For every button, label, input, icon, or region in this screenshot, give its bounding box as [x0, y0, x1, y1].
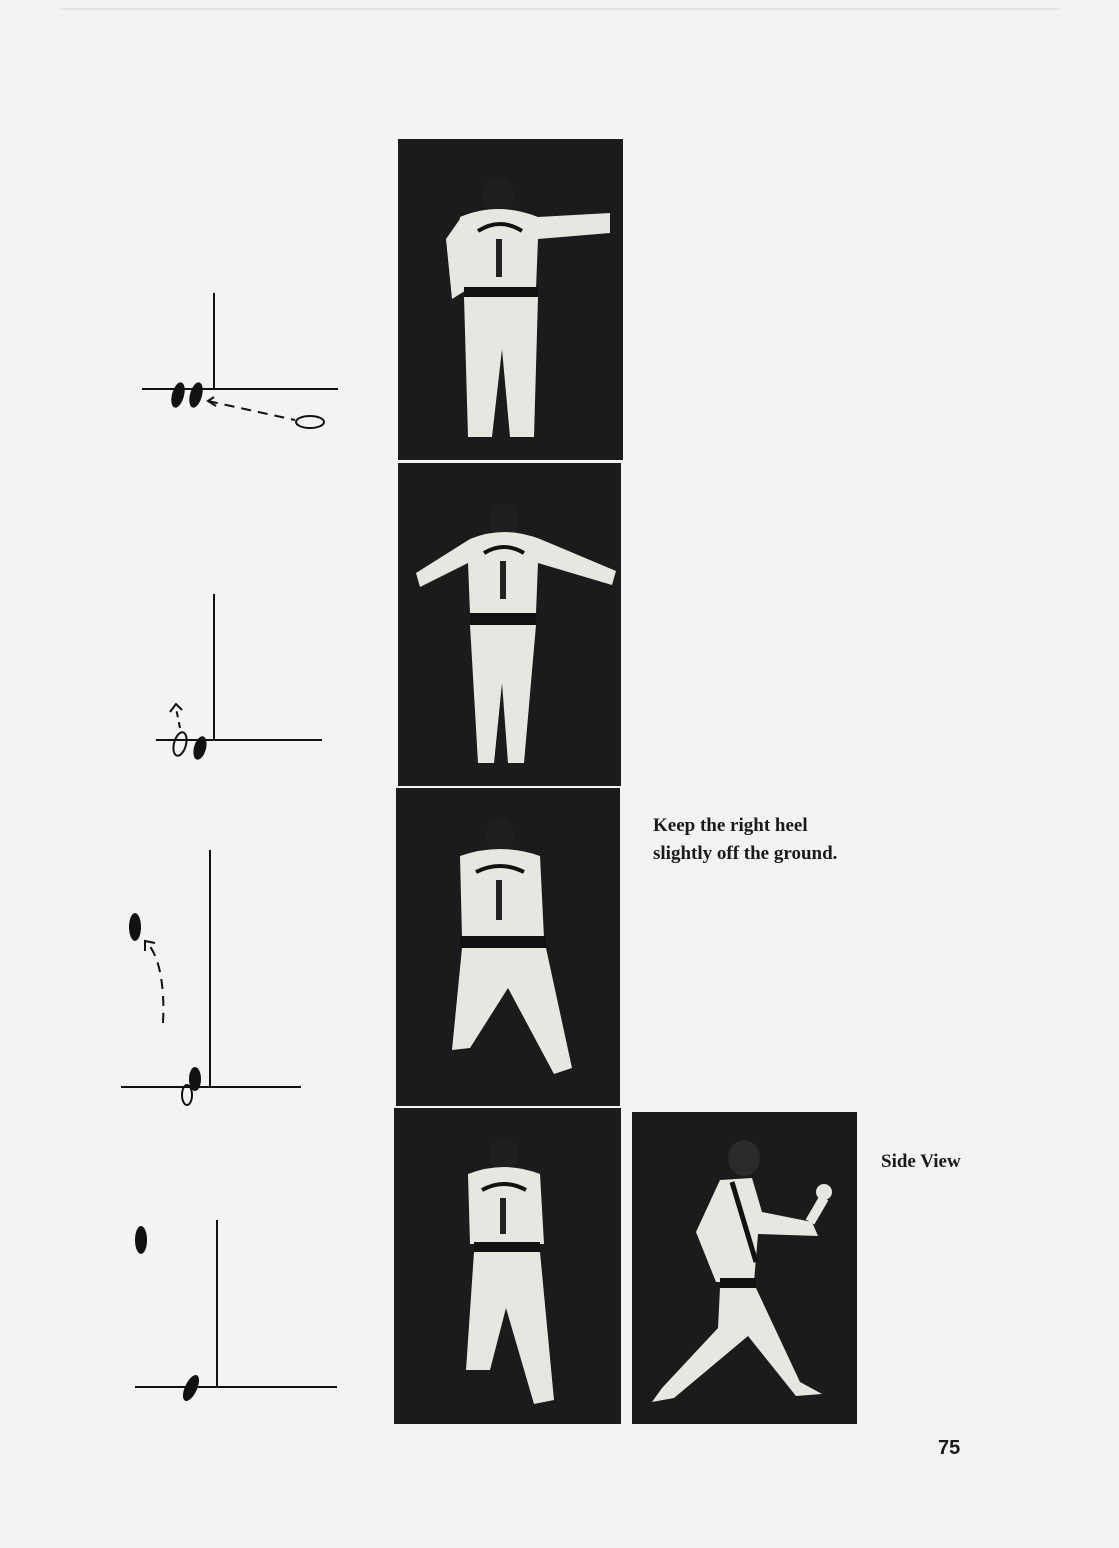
dashed-arrow-icon: [208, 401, 295, 420]
scan-edge: [60, 8, 1060, 10]
foot-diagram-step-2: [150, 590, 340, 780]
caption-side-view: Side View: [881, 1151, 961, 1172]
footprint-icon: [182, 1067, 201, 1105]
photo-step-2-back-view: [398, 463, 621, 786]
page-number: 75: [938, 1437, 961, 1459]
photo-side-view: [632, 1112, 857, 1424]
footprint-icon: [129, 913, 141, 941]
caption-step-3-line-1: Keep the right heel: [653, 815, 808, 836]
footprint-icon: [169, 381, 205, 409]
caption-step-3-line-2: slightly off the ground.: [653, 843, 838, 864]
foot-diagram-step-3: [115, 845, 315, 1115]
footprint-icon: [296, 416, 324, 428]
photo-step-3-back-view: [396, 788, 620, 1106]
dashed-arrow-icon: [176, 708, 180, 728]
photo-step-4-back-view: [394, 1108, 621, 1424]
foot-diagram-step-1: [130, 285, 360, 445]
footprint-icon: [171, 731, 209, 761]
footprint-icon: [135, 1226, 147, 1254]
dashed-arrow-icon: [147, 943, 163, 1023]
photo-step-1-back-view: [398, 139, 623, 460]
foot-diagram-step-4: [125, 1210, 345, 1410]
